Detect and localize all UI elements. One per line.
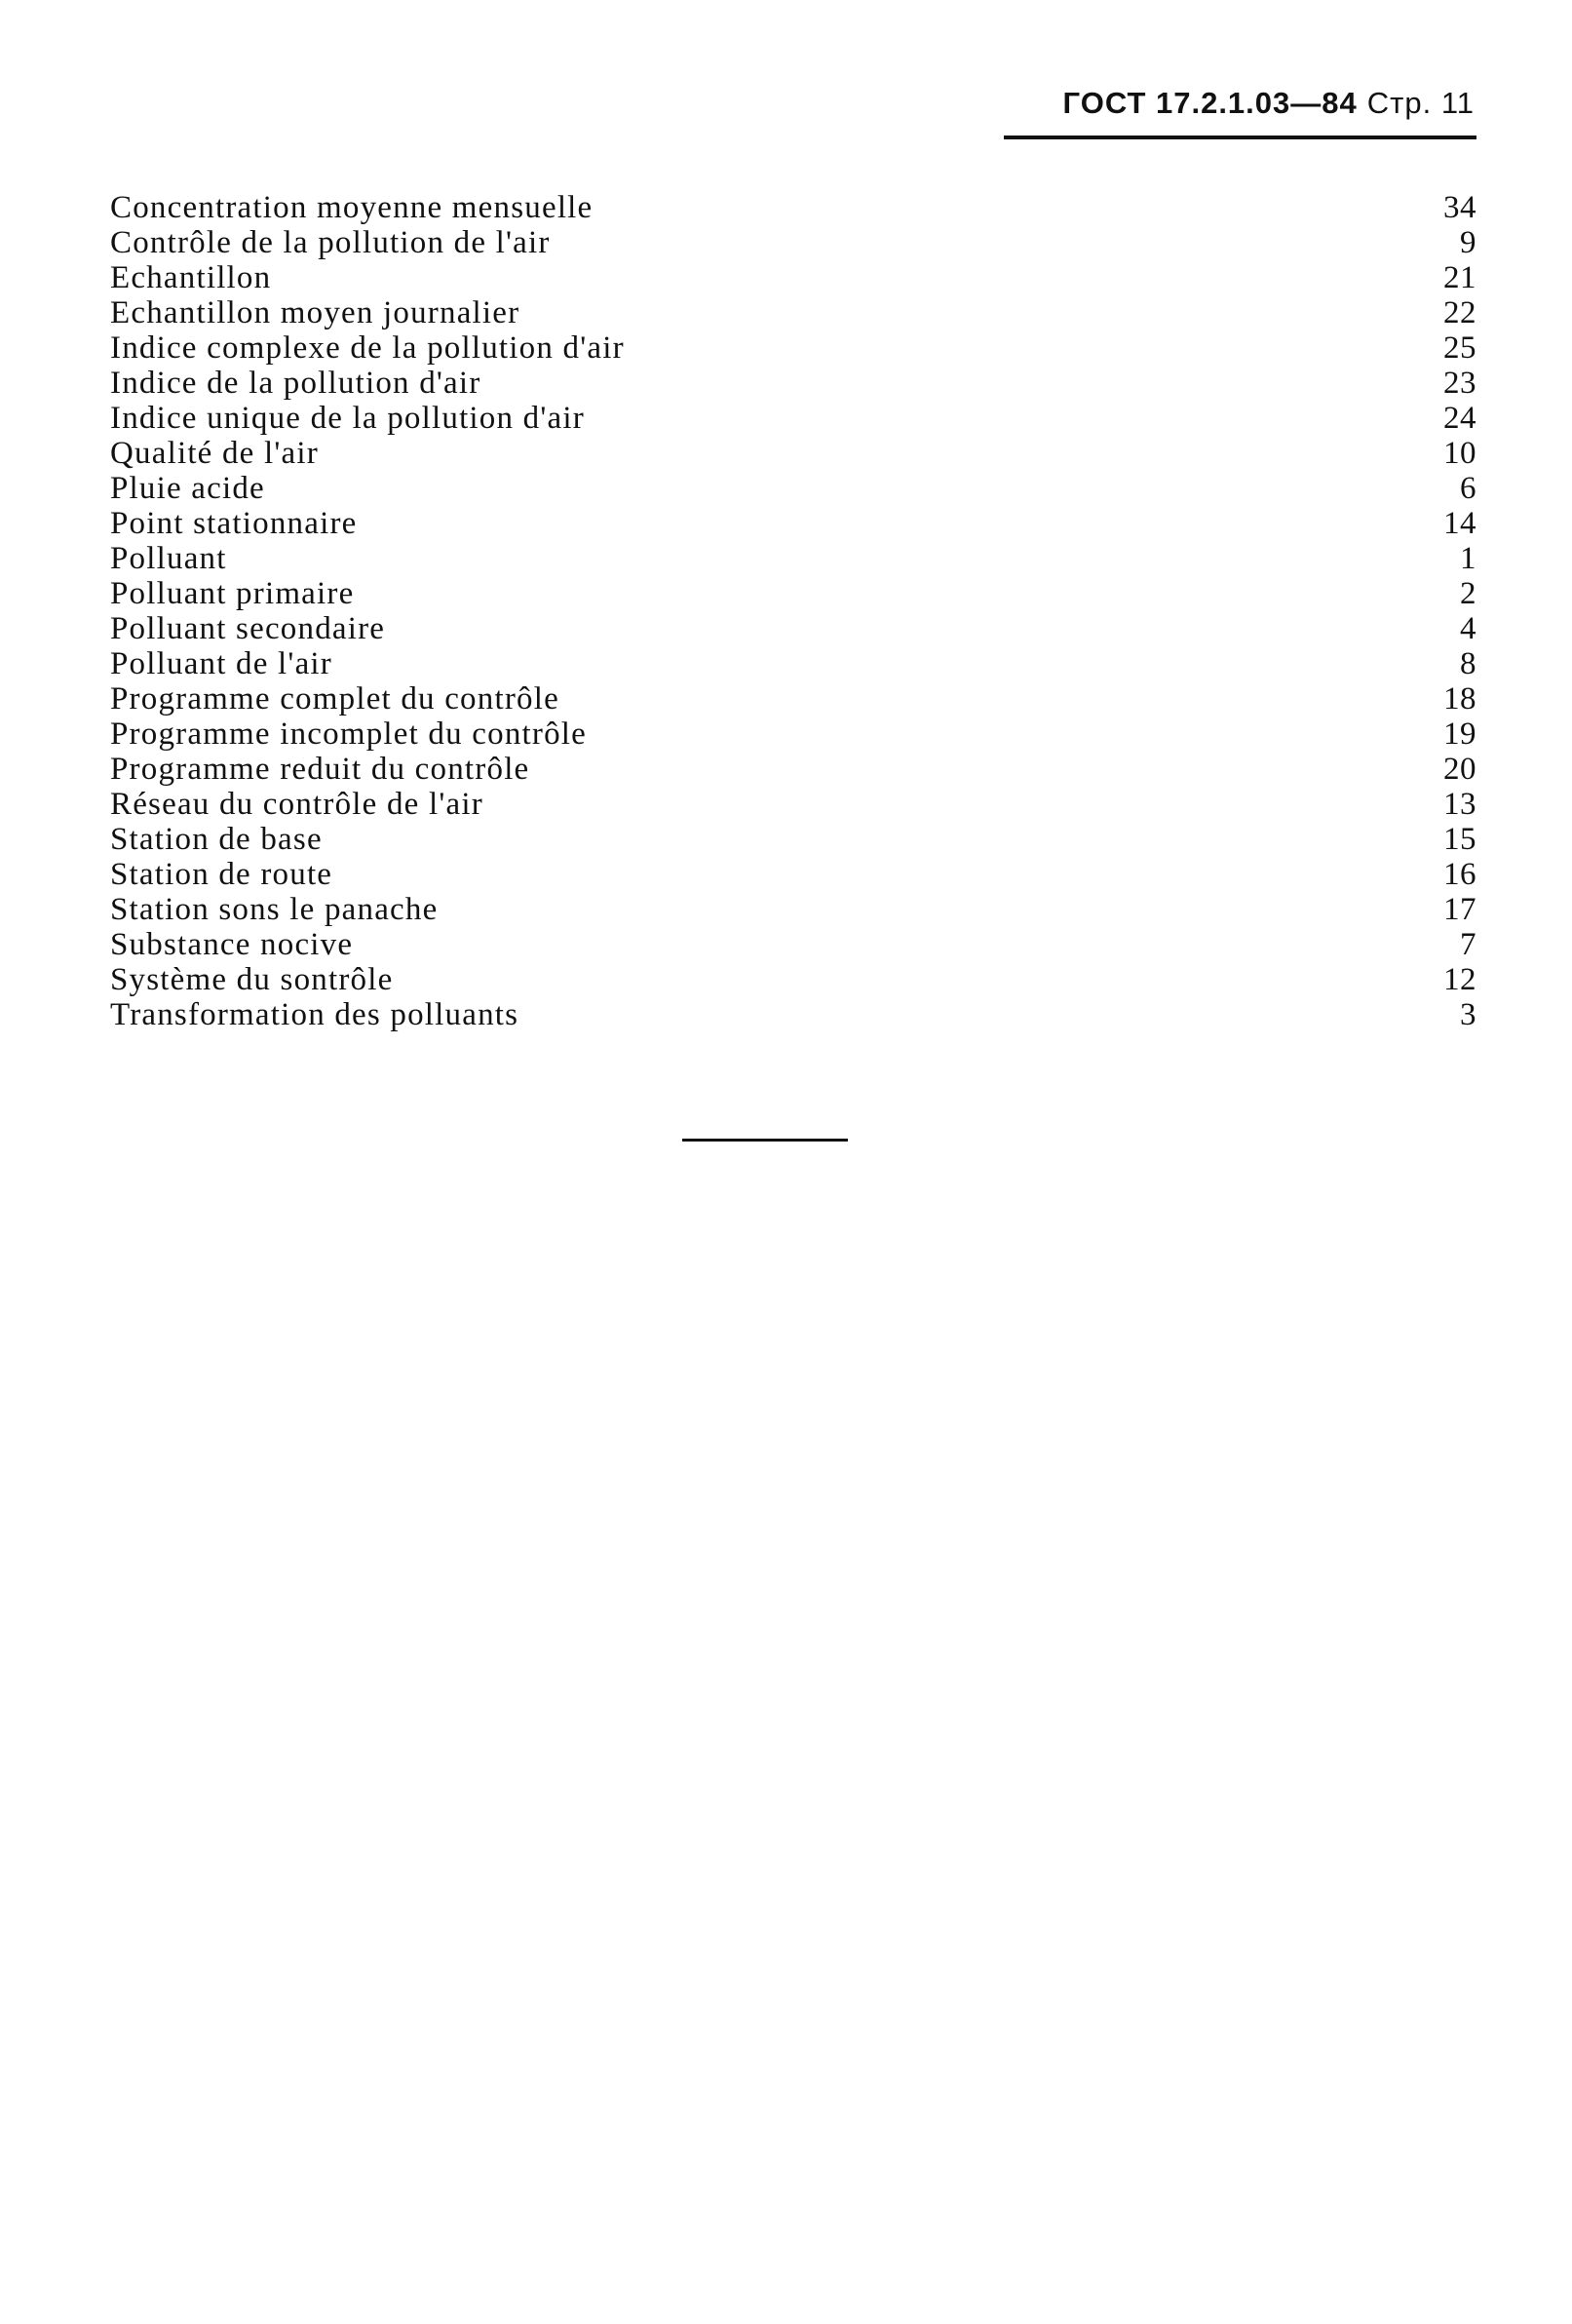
index-term: Station de route xyxy=(110,857,333,892)
index-term: Polluant primaire xyxy=(110,576,355,611)
index-number: 21 xyxy=(1443,260,1476,295)
index-term: Indice unique de la pollution d'air xyxy=(110,401,585,436)
index-entry xyxy=(110,752,1476,787)
index-number: 23 xyxy=(1443,366,1476,401)
index-number: 12 xyxy=(1443,962,1476,997)
index-term: Contrôle de la pollution de l'air xyxy=(110,225,551,260)
index-entry xyxy=(110,646,1476,681)
index-number: 8 xyxy=(1460,646,1476,681)
index-term: Polluant xyxy=(110,541,227,576)
index-entry xyxy=(110,611,1476,646)
index-number: 4 xyxy=(1460,611,1476,646)
index-entry xyxy=(110,576,1476,611)
term-index-list xyxy=(110,190,1476,1032)
index-term: Polluant secondaire xyxy=(110,611,386,646)
page-number: Стр. 11 xyxy=(1366,86,1475,120)
end-rule xyxy=(682,1139,848,1142)
index-term: Polluant de l'air xyxy=(110,646,332,681)
index-term: Station de base xyxy=(110,822,323,857)
index-term: Point stationnaire xyxy=(110,506,358,541)
index-term: Système du sontrôle xyxy=(110,962,394,997)
index-term: Pluie acide xyxy=(110,471,265,506)
index-term: Indice complexe de la pollution d'air xyxy=(110,330,625,366)
index-term: Echantillon xyxy=(110,260,272,295)
index-term: Qualité de l'air xyxy=(110,436,319,471)
index-entry xyxy=(110,681,1476,717)
index-number: 34 xyxy=(1443,190,1476,225)
index-number: 2 xyxy=(1460,576,1476,611)
header-rule xyxy=(1004,136,1476,139)
index-entry xyxy=(110,822,1476,857)
index-entry xyxy=(110,541,1476,576)
index-entry xyxy=(110,190,1476,225)
index-term: Station sons le panache xyxy=(110,892,439,927)
index-entry xyxy=(110,260,1476,295)
index-entry xyxy=(110,717,1476,752)
index-number: 22 xyxy=(1443,295,1476,330)
index-entry xyxy=(110,787,1476,822)
index-term: Transformation des polluants xyxy=(110,997,519,1032)
index-number: 14 xyxy=(1443,506,1476,541)
index-number: 7 xyxy=(1460,927,1476,962)
index-entry xyxy=(110,892,1476,927)
index-entry xyxy=(110,997,1476,1032)
index-number: 16 xyxy=(1443,857,1476,892)
index-entry xyxy=(110,436,1476,471)
index-number: 19 xyxy=(1443,717,1476,752)
index-term: Programme incomplet du contrôle xyxy=(110,717,588,752)
index-number: 24 xyxy=(1443,401,1476,436)
index-number: 13 xyxy=(1443,787,1476,822)
index-entry xyxy=(110,962,1476,997)
index-number: 20 xyxy=(1443,752,1476,787)
index-number: 17 xyxy=(1443,892,1476,927)
index-entry xyxy=(110,401,1476,436)
index-term: Concentration moyenne mensuelle xyxy=(110,190,594,225)
index-entry xyxy=(110,506,1476,541)
index-term: Substance nocive xyxy=(110,927,354,962)
index-number: 15 xyxy=(1443,822,1476,857)
index-entry xyxy=(110,857,1476,892)
index-term: Programme complet du contrôle xyxy=(110,681,559,717)
index-entry xyxy=(110,330,1476,366)
index-term: Réseau du contrôle de l'air xyxy=(110,787,483,822)
index-entry xyxy=(110,471,1476,506)
index-term: Programme reduit du contrôle xyxy=(110,752,530,787)
index-number: 1 xyxy=(1460,541,1476,576)
index-term: Indice de la pollution d'air xyxy=(110,366,481,401)
index-number: 9 xyxy=(1460,225,1476,260)
index-entry xyxy=(110,295,1476,330)
page-header xyxy=(1063,86,1475,121)
index-term: Echantillon moyen journalier xyxy=(110,295,520,330)
standard-number: ГОСТ 17.2.1.03—84 xyxy=(1062,86,1358,120)
index-entry xyxy=(110,366,1476,401)
index-number: 3 xyxy=(1460,997,1476,1032)
index-number: 18 xyxy=(1443,681,1476,717)
index-number: 6 xyxy=(1460,471,1476,506)
index-entry xyxy=(110,927,1476,962)
index-number: 10 xyxy=(1443,436,1476,471)
index-number: 25 xyxy=(1443,330,1476,366)
index-entry xyxy=(110,225,1476,260)
